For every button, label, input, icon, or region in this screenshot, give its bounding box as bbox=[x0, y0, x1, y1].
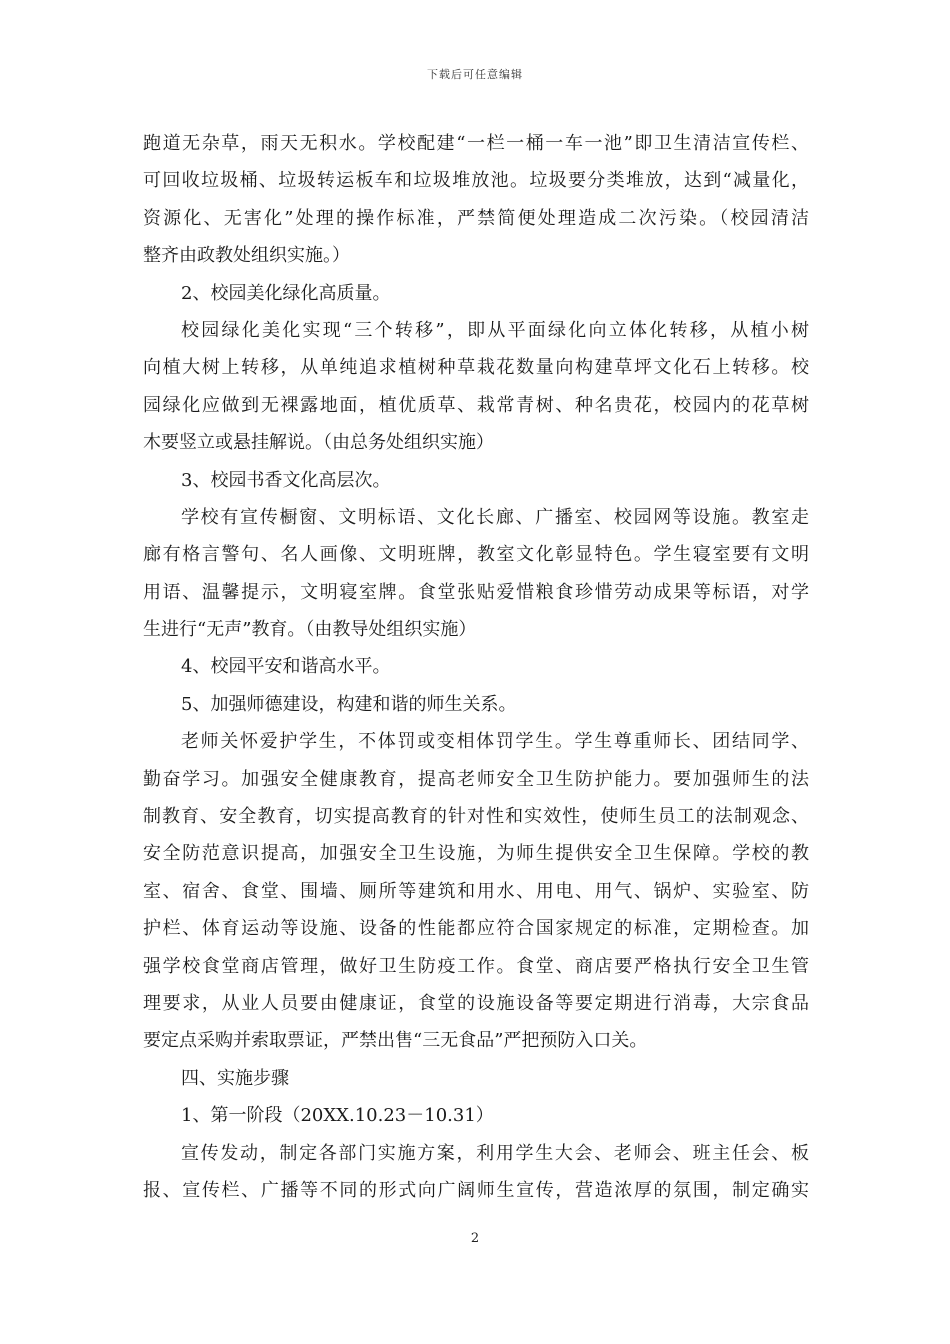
text-line: 整齐由政教处组织实施。） bbox=[143, 245, 350, 267]
text-line: 宣传发动，制定各部门实施方案，利用学生大会、老师会、班主任会、板 bbox=[181, 1142, 809, 1164]
text-line: 生进行“无声”教育。（由教导处组织实施） bbox=[143, 619, 477, 641]
paragraph-campus-cleaning bbox=[143, 125, 809, 275]
text-line: 制教育、安全教育，切实提高教育的针对性和实效性，使师生员工的法制观念、 bbox=[143, 806, 809, 828]
text-line: 室、宿舍、食堂、围墙、厕所等建筑和用水、用电、用气、锅炉、实验室、防 bbox=[143, 880, 809, 902]
text-line: 强学校食堂商店管理，做好卫生防疫工作。食堂、商店要严格执行安全卫生管 bbox=[143, 955, 809, 977]
section-heading: 5、加强师德建设，构建和谐的师生关系。 bbox=[181, 693, 517, 715]
section-heading: 1、第一阶段（20XX.10.23－10.31） bbox=[181, 1105, 494, 1127]
text-line: 勤奋学习。加强安全健康教育，提高老师安全卫生防护能力。要加强师生的法 bbox=[143, 768, 809, 790]
text-line: 护栏、体育运动等设施、设备的性能都应符合国家规定的标准，定期检查。加 bbox=[143, 918, 809, 940]
text-line: 用语、温馨提示，文明寝室牌。食堂张贴爱惜粮食珍惜劳动成果等标语，对学 bbox=[143, 581, 809, 603]
text-line: 学校有宣传橱窗、文明标语、文化长廊、广播室、校园网等设施。教室走 bbox=[181, 506, 809, 528]
text-line: 可回收垃圾桶、垃圾转运板车和垃圾堆放池。垃圾要分类堆放，达到“减量化， bbox=[143, 170, 809, 192]
paragraph-greening bbox=[143, 312, 809, 462]
text-line: 园绿化应做到无裸露地面，植优质草、栽常青树、种名贵花，校园内的花草树 bbox=[143, 394, 809, 416]
text-line: 向植大树上转移，从单纯追求植树种草栽花数量向构建草坪文化石上转移。校 bbox=[143, 357, 809, 379]
paragraph-teacher-ethics bbox=[143, 723, 809, 1060]
chapter-heading: 四、实施步骤 bbox=[181, 1067, 289, 1089]
text-line: 理要求，从业人员要由健康证，食堂的设施设备等要定期进行消毒，大宗食品 bbox=[143, 992, 809, 1014]
text-line: 老师关怀爱护学生，不体罚或变相体罚学生。学生尊重师长、团结同学、 bbox=[181, 731, 809, 753]
section-heading: 2、校园美化绿化高质量。 bbox=[181, 282, 391, 304]
text-line: 木要竖立或悬挂解说。（由总务处组织实施） bbox=[143, 432, 494, 454]
page-number: 2 bbox=[470, 1231, 480, 1246]
text-line: 资源化、无害化”处理的操作标准，严禁简便处理造成二次污染。（校园清洁 bbox=[143, 207, 809, 229]
text-line: 跑道无杂草，雨天无积水。学校配建“一栏一桶一车一池”即卫生清洁宣传栏、 bbox=[143, 133, 809, 154]
text-line: 安全防范意识提高，加强安全卫生设施，为师生提供安全卫生保障。学校的教 bbox=[143, 843, 809, 865]
paragraph-book-culture bbox=[143, 499, 809, 649]
section-heading: 3、校园书香文化高层次。 bbox=[181, 469, 391, 491]
paragraph-publicity bbox=[143, 1135, 809, 1210]
text-line: 校园绿化美化实现“三个转移”，即从平面绿化向立体化转移，从植小树 bbox=[181, 319, 809, 341]
section-heading: 4、校园平安和谐高水平。 bbox=[181, 656, 391, 678]
text-line: 报、宣传栏、广播等不同的形式向广阔师生宣传，营造浓厚的氛围，制定确实 bbox=[143, 1179, 809, 1201]
text-line: 廊有格言警句、名人画像、文明班牌，教室文化彰显特色。学生寝室要有文明 bbox=[143, 544, 809, 566]
document-body bbox=[143, 125, 809, 1209]
text-line: 要定点采购并索取票证，严禁出售“三无食品”严把预防入口关。 bbox=[143, 1030, 648, 1052]
page-header: 下载后可任意编辑 bbox=[427, 68, 523, 81]
